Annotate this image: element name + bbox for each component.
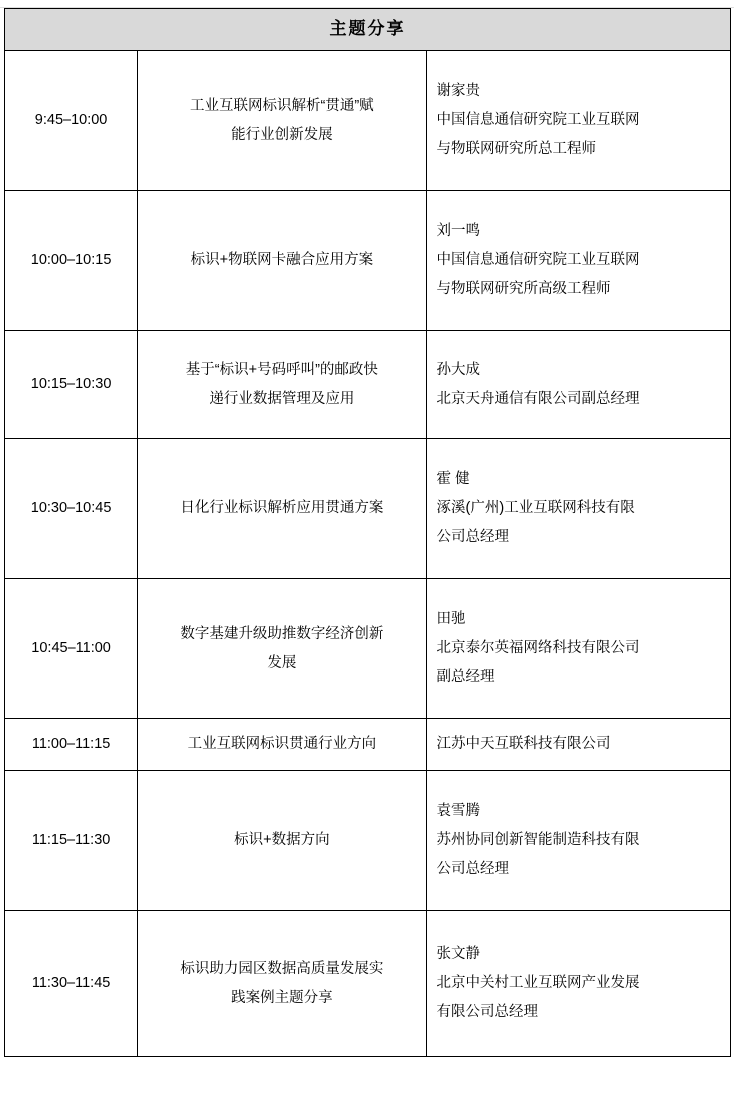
row-speaker bbox=[426, 439, 730, 579]
speaker-name: 张文静 bbox=[436, 946, 481, 963]
speaker-name: 袁雪腾 bbox=[436, 803, 481, 820]
topic-line: 能行业创新发展 bbox=[231, 126, 333, 143]
row-speaker bbox=[426, 191, 730, 331]
row-topic bbox=[138, 911, 426, 1057]
table-row bbox=[5, 719, 731, 771]
speaker-name: 刘一鸣 bbox=[436, 223, 481, 240]
row-time: 11:30–11:45 bbox=[5, 911, 138, 1057]
speaker-affiliation-line: 苏州协同创新智能制造科技有限 bbox=[436, 832, 640, 849]
topic-line: 标识+数据方向 bbox=[234, 832, 330, 849]
table-row bbox=[5, 191, 731, 331]
row-speaker bbox=[426, 51, 730, 191]
speaker-affiliation-line: 北京中关村工业互联网产业发展 bbox=[436, 975, 640, 992]
speaker-affiliation-line: 有限公司总经理 bbox=[436, 1004, 539, 1021]
speaker-name: 田驰 bbox=[436, 611, 466, 628]
table-header-row bbox=[5, 9, 731, 51]
topic-line: 标识+物联网卡融合应用方案 bbox=[190, 252, 374, 269]
row-time: 11:00–11:15 bbox=[5, 719, 138, 771]
topic-line: 工业互联网标识贯通行业方向 bbox=[187, 736, 377, 753]
row-speaker bbox=[426, 771, 730, 911]
speaker-name: 霍 健 bbox=[436, 471, 470, 488]
topic-line: 标识助力园区数据高质量发展实 bbox=[180, 960, 384, 977]
row-time: 11:15–11:30 bbox=[5, 771, 138, 911]
topic-line: 基于“标识+号码呼叫”的邮政快 bbox=[185, 361, 378, 378]
table-row bbox=[5, 331, 731, 439]
speaker-affiliation-line: 中国信息通信研究院工业互联网 bbox=[436, 112, 640, 129]
row-time: 10:30–10:45 bbox=[5, 439, 138, 579]
row-speaker bbox=[426, 331, 730, 439]
table-row bbox=[5, 771, 731, 911]
topic-line: 践案例主题分享 bbox=[231, 989, 333, 1006]
speaker-affiliation-line: 涿溪(广州)工业互联网科技有限 bbox=[436, 500, 635, 517]
topic-line: 递行业数据管理及应用 bbox=[209, 390, 355, 407]
row-speaker bbox=[426, 579, 730, 719]
speaker-affiliation-line: 公司总经理 bbox=[436, 529, 510, 546]
row-topic bbox=[138, 191, 426, 331]
row-topic bbox=[138, 439, 426, 579]
speaker-affiliation-line: 北京天舟通信有限公司副总经理 bbox=[436, 390, 640, 407]
speaker-affiliation-line: 北京泰尔英福网络科技有限公司 bbox=[436, 640, 640, 657]
table-row bbox=[5, 579, 731, 719]
speaker-name: 谢家贵 bbox=[436, 83, 481, 100]
row-speaker bbox=[426, 911, 730, 1057]
table-row bbox=[5, 439, 731, 579]
table-title: 主题分享 bbox=[5, 9, 731, 51]
topic-line: 工业互联网标识解析“贯通”赋 bbox=[190, 97, 374, 114]
row-topic bbox=[138, 719, 426, 771]
agenda-table bbox=[4, 8, 731, 1057]
speaker-name: 孙大成 bbox=[436, 361, 481, 378]
topic-line: 发展 bbox=[267, 654, 297, 671]
topic-line: 日化行业标识解析应用贯通方案 bbox=[180, 500, 384, 517]
row-topic bbox=[138, 331, 426, 439]
speaker-affiliation-line: 与物联网研究所高级工程师 bbox=[436, 281, 611, 298]
table-row bbox=[5, 51, 731, 191]
row-topic bbox=[138, 771, 426, 911]
row-time: 10:15–10:30 bbox=[5, 331, 138, 439]
speaker-affiliation-line: 与物联网研究所总工程师 bbox=[436, 141, 597, 158]
agenda-body bbox=[5, 51, 731, 1057]
table-row bbox=[5, 911, 731, 1057]
speaker-affiliation-line: 中国信息通信研究院工业互联网 bbox=[436, 252, 640, 269]
speaker-affiliation-line: 副总经理 bbox=[436, 669, 495, 686]
page-top-margin bbox=[0, 0, 734, 8]
speaker-affiliation-line: 公司总经理 bbox=[436, 861, 510, 878]
speaker-affiliation-line: 江苏中天互联科技有限公司 bbox=[436, 736, 611, 753]
row-topic bbox=[138, 579, 426, 719]
row-time: 10:00–10:15 bbox=[5, 191, 138, 331]
row-topic bbox=[138, 51, 426, 191]
row-time: 9:45–10:00 bbox=[5, 51, 138, 191]
row-time: 10:45–11:00 bbox=[5, 579, 138, 719]
topic-line: 数字基建升级助推数字经济创新 bbox=[180, 625, 384, 642]
row-speaker bbox=[426, 719, 730, 771]
